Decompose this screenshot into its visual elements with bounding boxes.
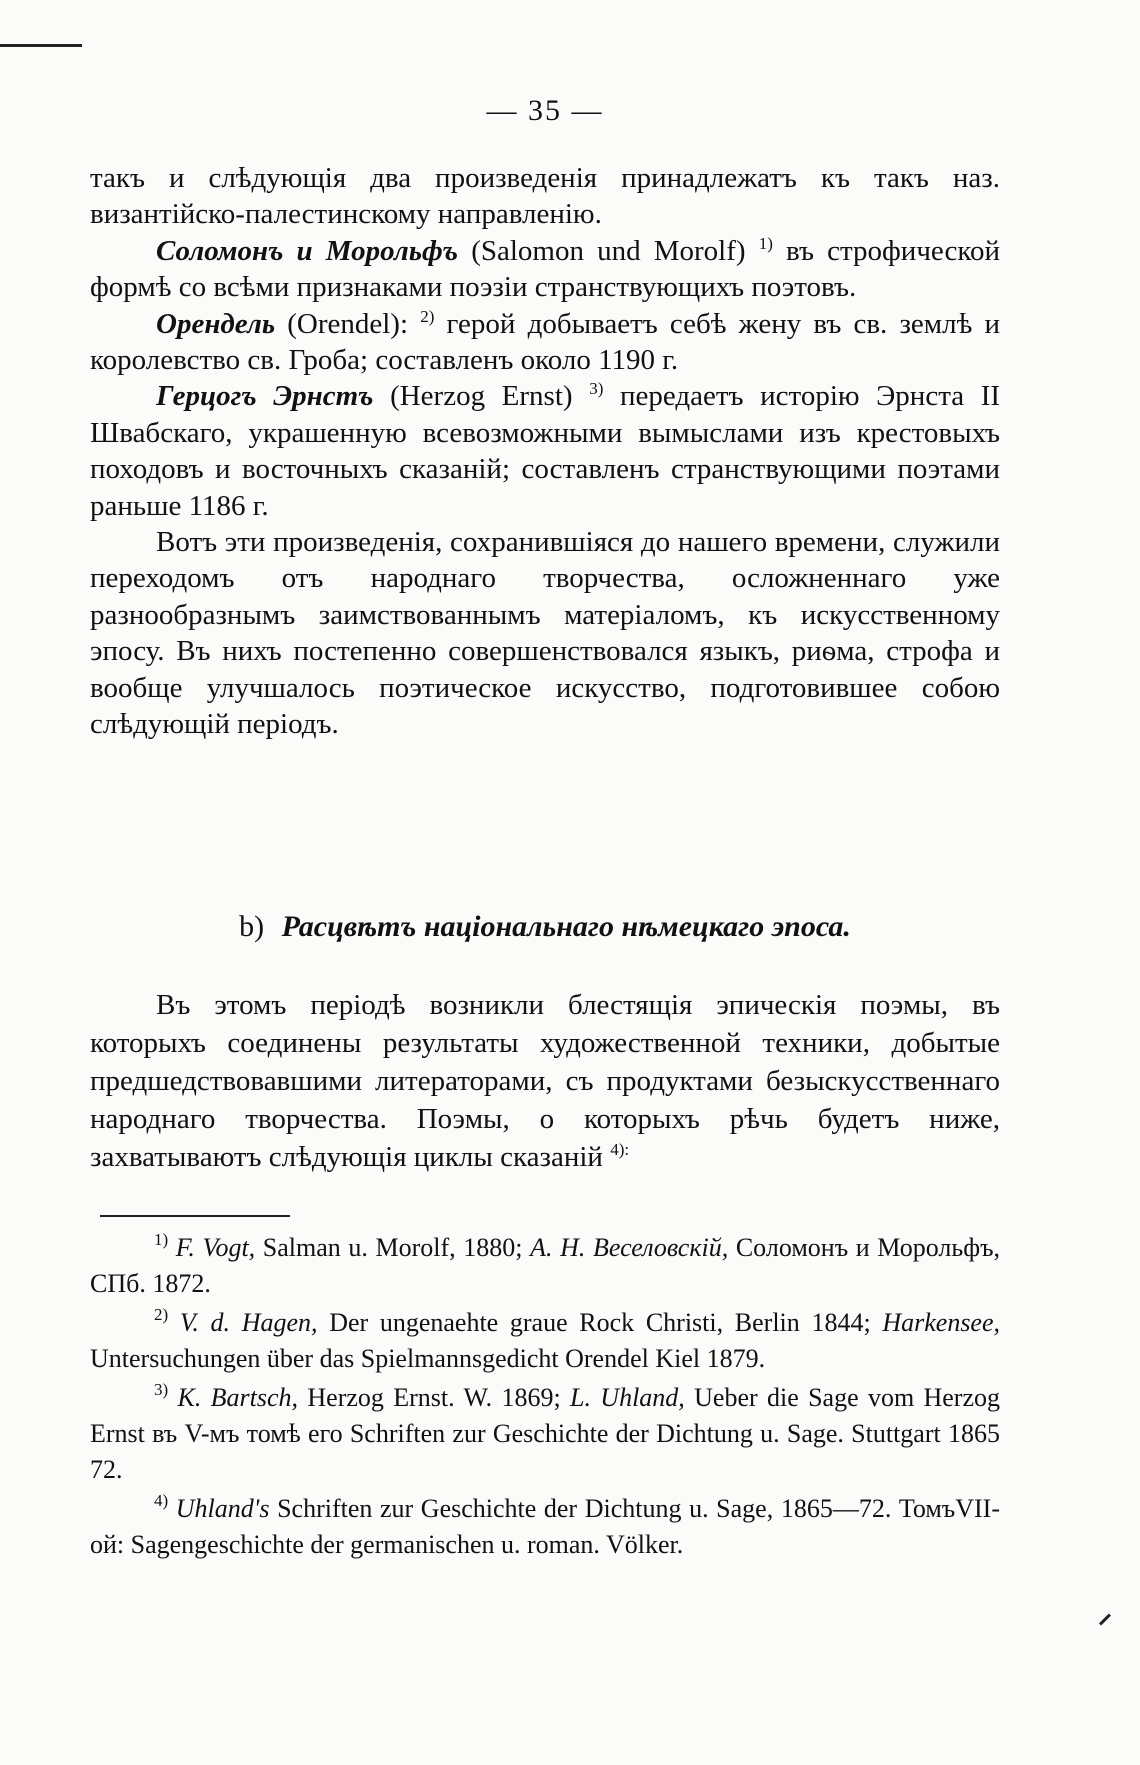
footnote-author: V. d. Hagen, bbox=[179, 1308, 318, 1337]
work-paragraph bbox=[90, 306, 1000, 379]
footnote-author: L. Uhland, bbox=[570, 1383, 685, 1412]
footnote-divider bbox=[100, 1215, 290, 1217]
footnote-ref: 3) bbox=[589, 379, 604, 399]
footnote-text: Herzog Ernst. W. 1869; bbox=[307, 1383, 561, 1412]
page-number: — 35 — bbox=[486, 94, 604, 127]
footnote-mark: 2) bbox=[154, 1305, 169, 1324]
scan-mark bbox=[0, 44, 82, 47]
footnote-author: Uhland's bbox=[175, 1494, 270, 1523]
main-text bbox=[90, 160, 1000, 743]
summary-paragraph: Вотъ эти произведенія, сохранившіяся до нашего времени, служили переходомъ отъ народнаго творчества, осложненнаго уже разнообразнымъ заимствованнымъ матеріаломъ, къ искусственному эпосу. Въ нихъ постепенно совершенствовался языкъ, риѳма, строфа и вообще улучшалось поэтическое искусство, подготовившее собою слѣдующій періодъ. bbox=[90, 526, 1000, 741]
section-title: Расцвѣтъ національнаго нѣмецкаго эпоса. bbox=[281, 910, 851, 943]
section-text bbox=[90, 986, 1000, 1176]
work-title: Соломонъ и Морольфъ bbox=[156, 234, 459, 267]
work-original-title: (Herzog Ernst) bbox=[390, 380, 573, 413]
footnote-ref: 2) bbox=[420, 306, 435, 326]
work-paragraph bbox=[90, 233, 1000, 306]
footnote-author: Harkensee, bbox=[882, 1308, 1001, 1337]
footnote-mark: 3) bbox=[154, 1380, 169, 1399]
footnote-mark: 4) bbox=[154, 1491, 169, 1510]
footnote-author: A. H. Веселовскій, bbox=[530, 1233, 729, 1262]
footnotes bbox=[90, 1230, 1000, 1566]
footnote-text: Salman u. Morolf, 1880; bbox=[262, 1233, 523, 1262]
footnote-mark: 1) bbox=[154, 1230, 169, 1249]
footnote-text: Schriften zur Geschichte der Dichtung u. Sage, 1865—72. ТомъVII-ой: Sagengeschichte der germanischen u. roman. Völker. bbox=[90, 1494, 1001, 1559]
footnote bbox=[90, 1305, 1000, 1377]
section-body: Въ этомъ періодѣ возникли блестящія эпическія поэмы, въ которыхъ соединены результаты художественной техники, добытые предшедствовавшими литераторами, съ продуктами безыскусственнаго народнаго творчества. Поэмы, о которыхъ рѣчь будетъ ниже, захватываютъ слѣдующія циклы сказаній bbox=[90, 989, 1000, 1173]
footnote-author: F. Vogt, bbox=[175, 1233, 256, 1262]
work-paragraph bbox=[90, 378, 1000, 524]
footnote bbox=[90, 1230, 1000, 1302]
section-paragraph bbox=[90, 986, 1000, 1176]
section-letter: b) bbox=[239, 910, 265, 943]
footnote bbox=[90, 1491, 1000, 1563]
footnote-text: Untersuchungen über das Spielmannsgedicht Orendel Kiel 1879. bbox=[90, 1344, 766, 1373]
section-heading bbox=[90, 910, 1000, 944]
work-description: въ строфической формѣ со всѣми признаками поэзіи странствующихъ поэтовъ. bbox=[90, 234, 1001, 304]
footnote bbox=[90, 1380, 1000, 1488]
footnote-text: Ueber die Sage vom Herzog Ernst въ V-мъ томѣ его Schriften zur Geschichte der Dichtung u. Sage. Stuttgart 1865 72. bbox=[90, 1383, 1001, 1484]
work-original-title: (Salomon und Morolf) bbox=[471, 234, 746, 267]
work-original-title: (Orendel): bbox=[287, 307, 409, 340]
intro-paragraph: такъ и слѣдующія два произведенія принадлежатъ къ такъ наз. византійско-палестинскому направленію. bbox=[90, 162, 1000, 231]
footnote-ref: 1) bbox=[758, 233, 773, 253]
footnote-author: K. Bartsch, bbox=[177, 1383, 299, 1412]
pencil-mark bbox=[1099, 1613, 1111, 1625]
work-description: герой добываетъ себѣ жену въ св. землѣ и королевство св. Гроба; составленъ около 1190 г. bbox=[90, 307, 1001, 377]
footnote-text: Der ungenaehte graue Rock Christi, Berlin 1844; bbox=[329, 1308, 871, 1337]
work-title: Герцогъ Эрнстъ bbox=[156, 380, 374, 413]
work-title: Орендель bbox=[156, 307, 276, 340]
footnote-text: Соломонъ и Морольфъ, СПб. 1872. bbox=[90, 1233, 1001, 1298]
footnote-ref: 4): bbox=[610, 1140, 630, 1159]
work-description: передаетъ исторію Эрнста II Швабскаго, украшенную всевозможными вымыслами изъ крестовыхъ походовъ и восточныхъ сказаній; составленъ странствующими поэтами раньше 1186 г. bbox=[90, 380, 1001, 522]
